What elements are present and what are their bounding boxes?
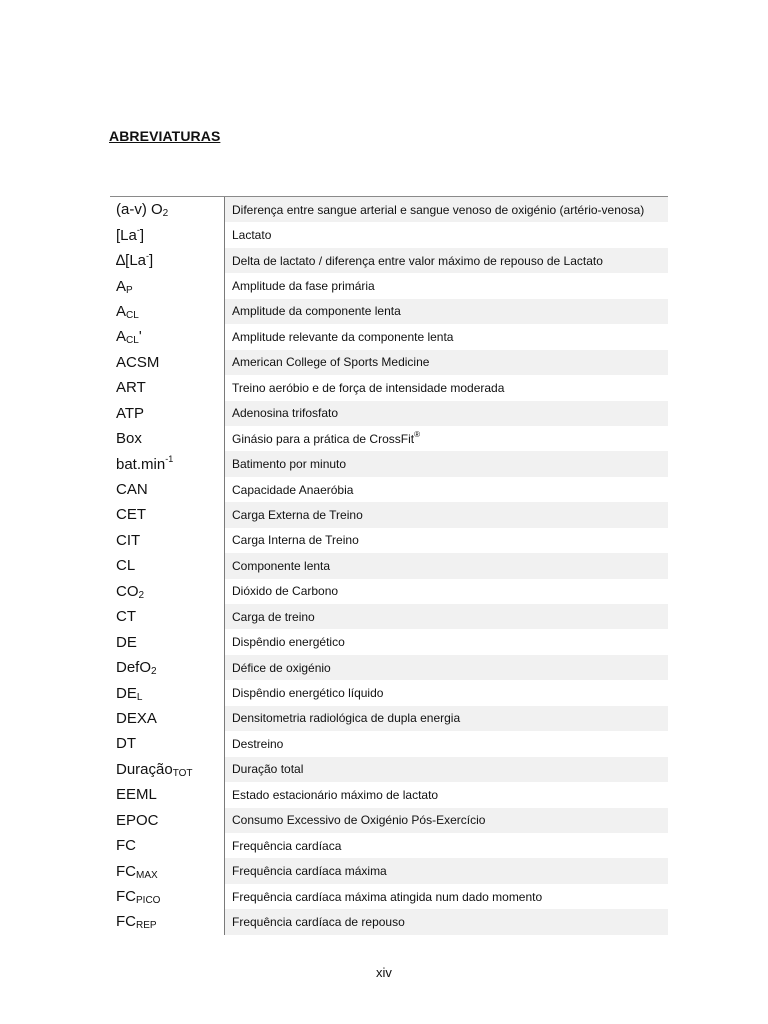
- abbreviation-definition: [225, 401, 668, 426]
- abbreviation-term: [110, 680, 225, 705]
- abbreviation-term: [110, 858, 225, 883]
- term-base: DefO: [116, 659, 152, 677]
- abbreviation-term: [110, 248, 225, 273]
- abbreviation-term: [110, 502, 225, 527]
- table-row: [110, 401, 668, 426]
- definition-text: Frequência cardíaca de repouso: [232, 914, 405, 929]
- definition-text: Dispêndio energético: [232, 635, 345, 650]
- definition-text: Delta de lactato / diferença entre valor máximo de repouso de Lactato: [232, 253, 603, 268]
- abbreviation-term: [110, 324, 225, 349]
- definition-text: Frequência cardíaca máxima: [232, 864, 387, 879]
- abbreviation-definition: [225, 782, 668, 807]
- term-subscript: L: [136, 691, 143, 703]
- definition-text: Adenosina trifosfato: [232, 406, 339, 421]
- definition-text: Ginásio para a prática de CrossFit: [232, 431, 415, 446]
- abbreviation-term: [110, 477, 225, 502]
- definition-text: Destreino: [232, 736, 284, 751]
- term-base: DEXA: [116, 709, 157, 727]
- table-row: [110, 629, 668, 654]
- term-base: ∆[La: [116, 252, 147, 270]
- term-subscript: 2: [138, 589, 145, 601]
- definition-text: Carga Interna de Treino: [232, 533, 359, 548]
- table-row: [110, 426, 668, 451]
- abbreviation-term: [110, 273, 225, 298]
- term-base: ART: [116, 379, 146, 397]
- definition-text: Dispêndio energético líquido: [232, 686, 384, 701]
- abbreviation-definition: [225, 426, 668, 451]
- abbreviation-term: [110, 782, 225, 807]
- term-base: EPOC: [116, 811, 159, 829]
- abbreviation-definition: [225, 528, 668, 553]
- abbreviation-term: [110, 655, 225, 680]
- definition-text: Duração total: [232, 762, 304, 777]
- abbreviation-definition: [225, 451, 668, 476]
- abbreviation-definition: [225, 375, 668, 400]
- definition-text: Densitometria radiológica de dupla energia: [232, 711, 461, 726]
- abbreviation-definition: [225, 629, 668, 654]
- definition-text: Lactato: [232, 228, 272, 243]
- definition-text: Consumo Excessivo de Oxigénio Pós-Exercício: [232, 813, 486, 828]
- term-subscript: REP: [136, 920, 157, 932]
- term-superscript: -: [146, 250, 150, 261]
- definition-text: Dióxido de Carbono: [232, 584, 339, 599]
- table-row: [110, 706, 668, 731]
- abbreviation-definition: [225, 884, 668, 909]
- abbreviation-definition: [225, 248, 668, 273]
- term-subscript: CL: [126, 335, 139, 347]
- table-row: [110, 197, 668, 222]
- definition-text: Treino aeróbio e de força de intensidade moderada: [232, 380, 505, 395]
- term-subscript: PICO: [136, 895, 161, 907]
- term-subscript: CL: [126, 309, 139, 321]
- abbreviation-definition: [225, 731, 668, 756]
- abbreviation-definition: [225, 222, 668, 247]
- term-superscript: -1: [165, 454, 174, 465]
- definition-text: Défice de oxigénio: [232, 660, 331, 675]
- table-row: [110, 528, 668, 553]
- term-subscript: TOT: [172, 767, 193, 779]
- abbreviation-term: [110, 757, 225, 782]
- abbreviation-term: [110, 706, 225, 731]
- abbreviation-term: [110, 451, 225, 476]
- abbreviation-definition: [225, 757, 668, 782]
- abbreviation-definition: [225, 655, 668, 680]
- definition-text: Frequência cardíaca: [232, 838, 342, 853]
- table-row: [110, 477, 668, 502]
- abbreviation-definition: [225, 604, 668, 629]
- abbreviation-definition: [225, 350, 668, 375]
- abbreviation-definition: [225, 502, 668, 527]
- registered-mark: ®: [414, 430, 420, 440]
- term-subscript: 2: [151, 666, 157, 678]
- table-row: [110, 884, 668, 909]
- table-row: [110, 833, 668, 858]
- term-base: EEML: [116, 786, 157, 804]
- term-superscript: -: [136, 225, 140, 236]
- definition-text: Carga Externa de Treino: [232, 507, 363, 522]
- term-subscript: P: [126, 284, 133, 296]
- table-row: [110, 299, 668, 324]
- term-base: bat.min: [116, 455, 166, 473]
- definition-text: American College of Sports Medicine: [232, 355, 430, 370]
- term-base: DE: [116, 633, 137, 651]
- term-base: (a-v) O: [116, 201, 163, 219]
- definition-text: Batimento por minuto: [232, 457, 347, 472]
- term-base: ACSM: [116, 353, 160, 371]
- abbreviation-definition: [225, 197, 668, 222]
- term-subscript: MAX: [136, 869, 158, 881]
- abbreviation-term: [110, 731, 225, 756]
- abbreviation-term: [110, 808, 225, 833]
- term-base: FC: [116, 913, 136, 931]
- abbreviation-term: [110, 222, 225, 247]
- term-subscript: 2: [162, 208, 169, 220]
- term-base: Box: [116, 430, 142, 448]
- term-suffix: ]: [139, 226, 145, 244]
- abbreviation-definition: [225, 273, 668, 298]
- abbreviation-definition: [225, 808, 668, 833]
- abbreviation-term: [110, 579, 225, 604]
- page-heading: ABREVIATURAS: [109, 128, 221, 144]
- table-row: [110, 808, 668, 833]
- table-row: [110, 909, 668, 934]
- table-row: [110, 451, 668, 476]
- abbreviation-term: [110, 401, 225, 426]
- definition-text: Amplitude relevante da componente lenta: [232, 329, 454, 344]
- abbreviation-definition: [225, 579, 668, 604]
- term-base: CAN: [116, 481, 148, 499]
- table-row: [110, 324, 668, 349]
- term-base: DE: [116, 684, 137, 702]
- table-row: [110, 375, 668, 400]
- abbreviation-term: [110, 299, 225, 324]
- term-base: DT: [116, 735, 136, 753]
- abbreviation-term: [110, 833, 225, 858]
- abbreviation-definition: [225, 553, 668, 578]
- abbreviation-definition: [225, 833, 668, 858]
- abbreviation-definition: [225, 477, 668, 502]
- term-base: CL: [116, 557, 136, 575]
- table-row: [110, 350, 668, 375]
- term-base: CO: [116, 582, 139, 600]
- term-base: CET: [116, 506, 146, 524]
- abbreviation-definition: [225, 706, 668, 731]
- table-row: [110, 858, 668, 883]
- term-base: CT: [116, 608, 136, 626]
- term-base: FC: [116, 862, 136, 880]
- table-row: [110, 782, 668, 807]
- definition-text: Componente lenta: [232, 558, 331, 573]
- table-row: [110, 248, 668, 273]
- term-base: [La: [116, 226, 137, 244]
- table-row: [110, 757, 668, 782]
- term-base: Duração: [116, 760, 173, 778]
- abbreviation-definition: [225, 299, 668, 324]
- abbreviation-definition: [225, 324, 668, 349]
- term-suffix: ': [138, 328, 142, 346]
- abbreviation-definition: [225, 680, 668, 705]
- abbreviation-term: [110, 909, 225, 934]
- term-base: ATP: [116, 404, 145, 422]
- term-base: A: [116, 328, 127, 346]
- table-row: [110, 222, 668, 247]
- table-row: [110, 655, 668, 680]
- table-row: [110, 579, 668, 604]
- term-base: FC: [116, 888, 136, 906]
- abbreviation-term: [110, 426, 225, 451]
- table-row: [110, 502, 668, 527]
- abbreviation-term: [110, 528, 225, 553]
- table-row: [110, 604, 668, 629]
- definition-text: Amplitude da componente lenta: [232, 304, 401, 319]
- abbreviation-term: [110, 629, 225, 654]
- table-row: [110, 273, 668, 298]
- abbreviation-term: [110, 375, 225, 400]
- term-suffix: ]: [149, 252, 154, 270]
- abbreviation-term: [110, 604, 225, 629]
- abbreviation-definition: [225, 858, 668, 883]
- definition-text: Carga de treino: [232, 609, 315, 624]
- abbreviation-term: [110, 553, 225, 578]
- term-base: CIT: [116, 531, 141, 549]
- definition-text: Estado estacionário máximo de lactato: [232, 787, 439, 802]
- table-row: [110, 731, 668, 756]
- term-base: A: [116, 277, 127, 295]
- definition-text: Capacidade Anaeróbia: [232, 482, 354, 497]
- definition-text: Diferença entre sangue arterial e sangue venoso de oxigénio (artério-venosa): [232, 202, 645, 217]
- page-number: xiv: [376, 965, 392, 980]
- definition-text: Amplitude da fase primária: [232, 279, 375, 294]
- abbreviation-term: [110, 197, 225, 222]
- table-row: [110, 680, 668, 705]
- table-row: [110, 553, 668, 578]
- abbreviation-term: [110, 884, 225, 909]
- term-base: FC: [116, 837, 136, 855]
- abbreviations-table: [110, 196, 668, 935]
- abbreviation-definition: [225, 909, 668, 934]
- definition-text: Frequência cardíaca máxima atingida num dado momento: [232, 889, 543, 904]
- term-base: A: [116, 302, 127, 320]
- abbreviation-term: [110, 350, 225, 375]
